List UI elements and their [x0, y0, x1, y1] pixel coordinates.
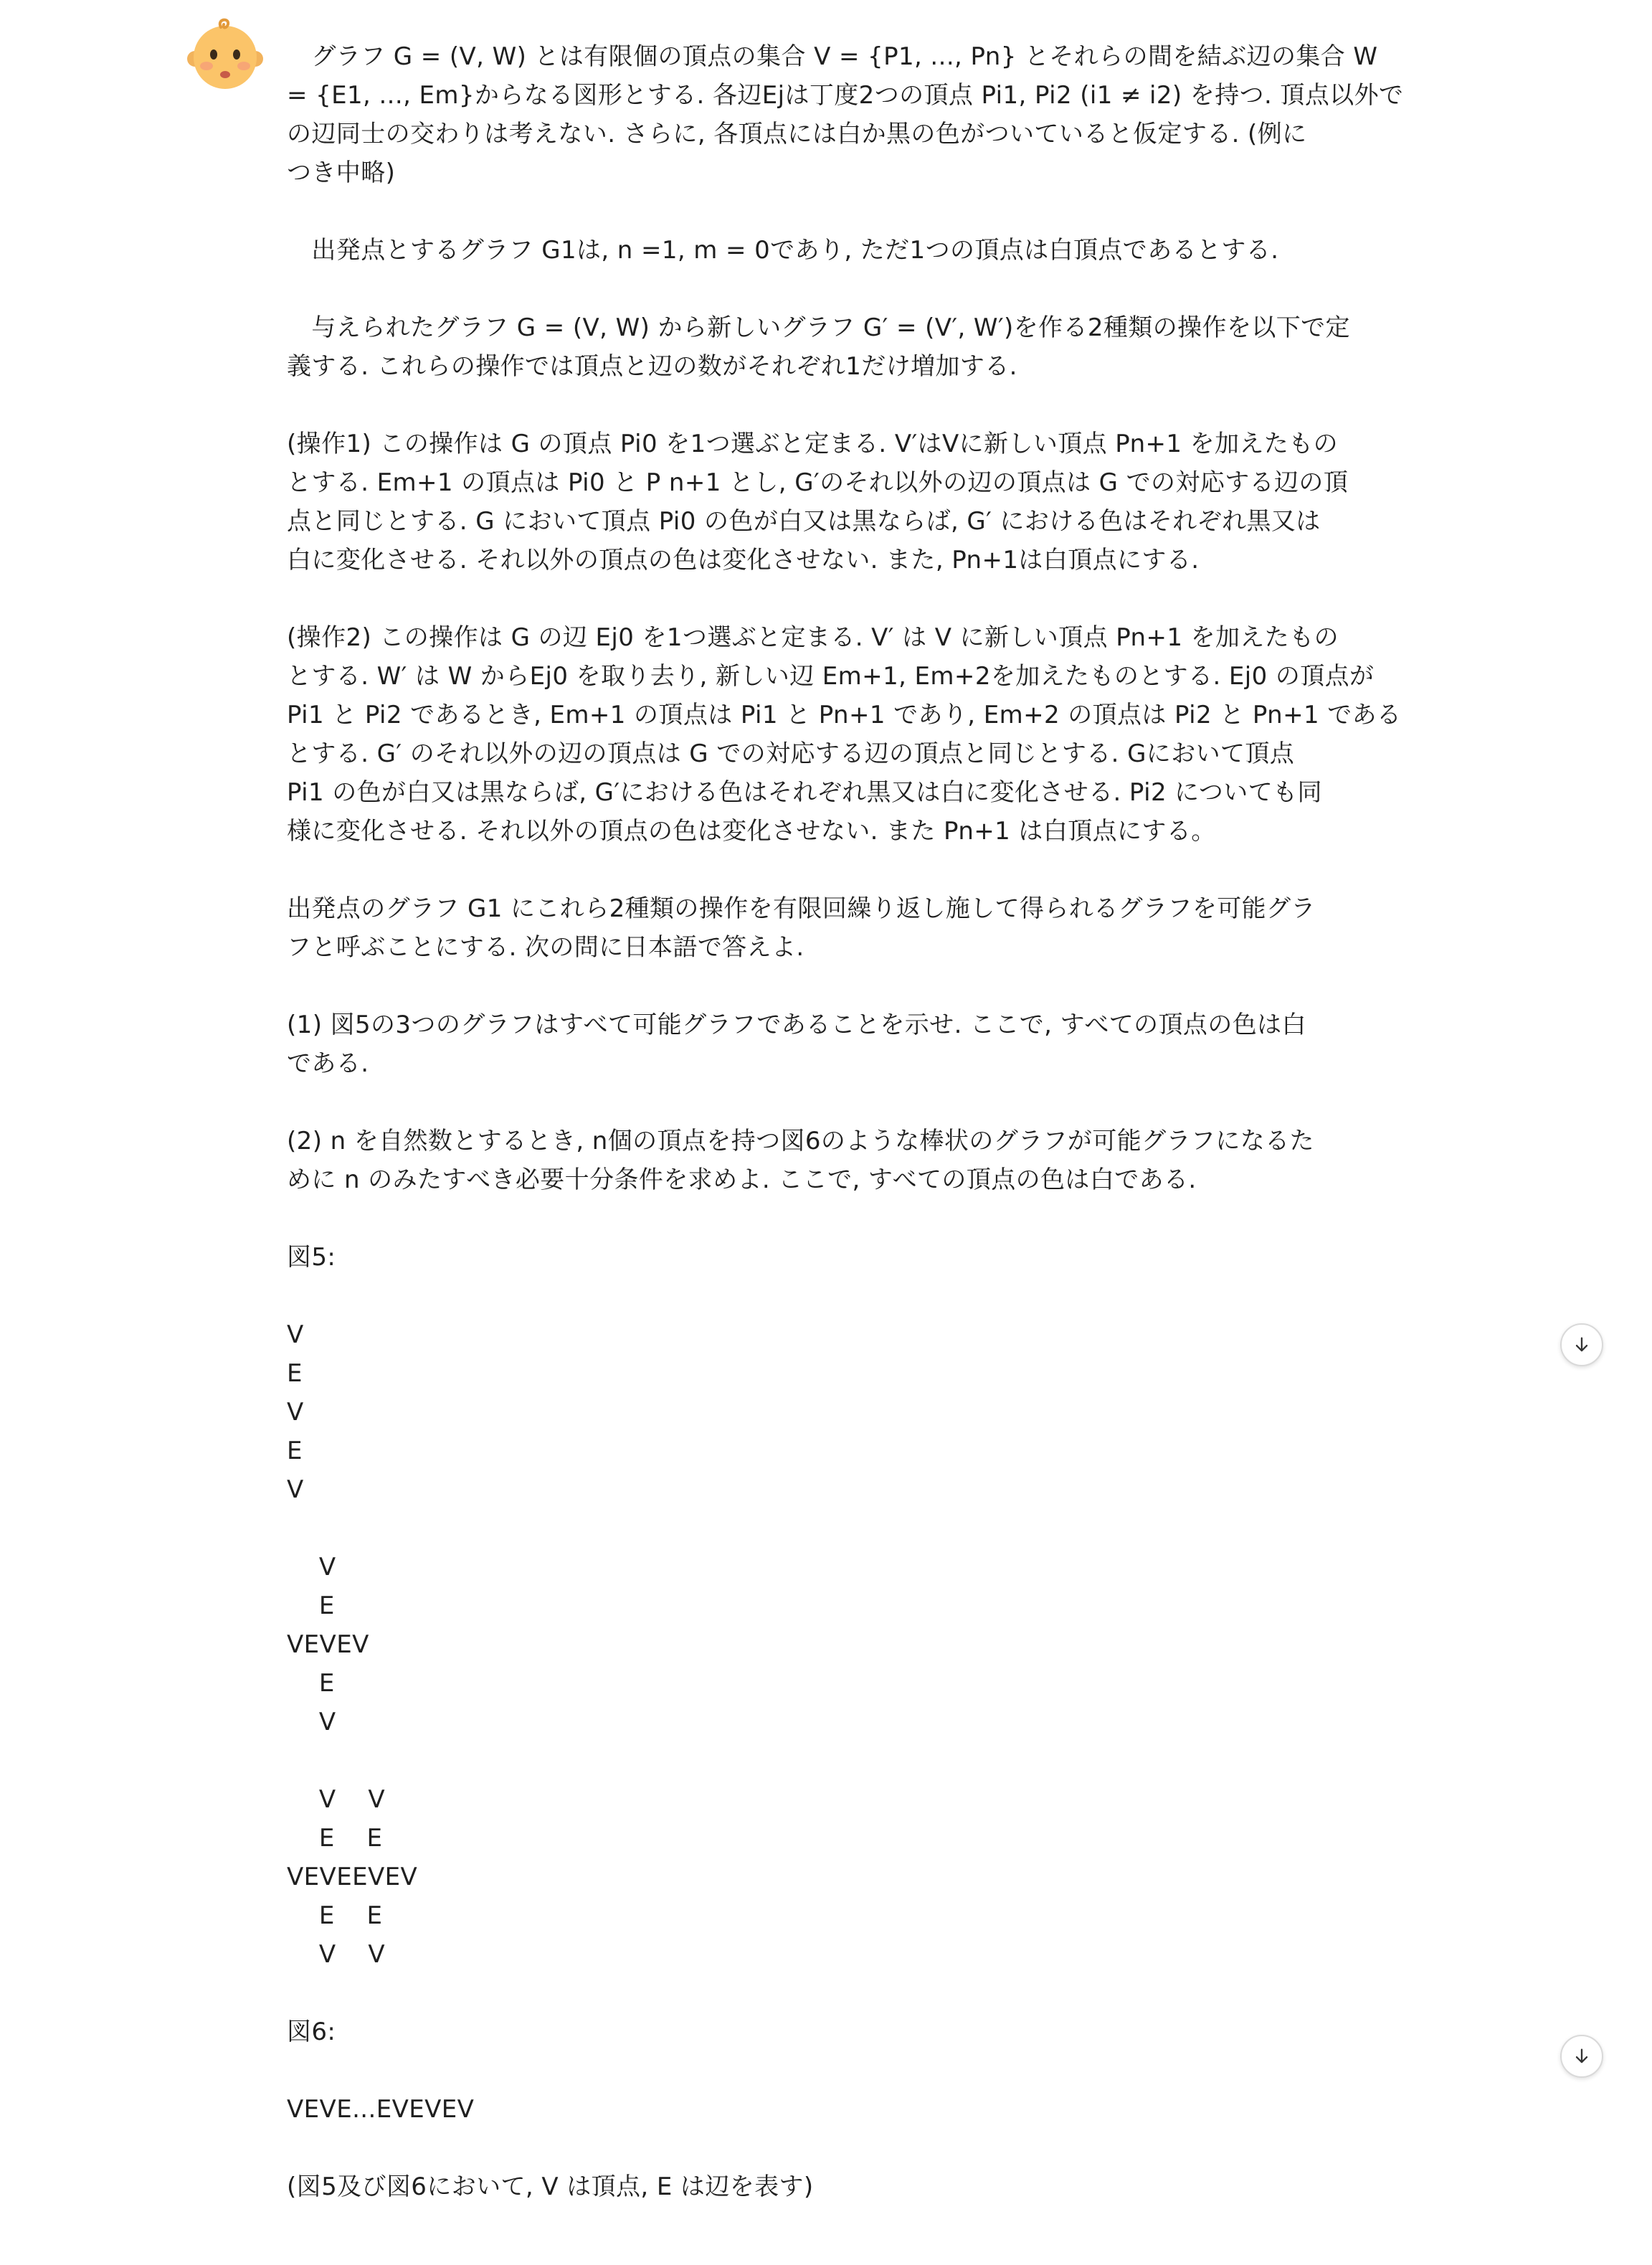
message-line: Pi1 と Pi2 であるとき, Em+1 の頂点は Pi1 と Pn+1 であり, Em+2 の頂点は Pi2 と Pn+1 である: [287, 701, 1402, 729]
message-line: (2) n を自然数とするとき, n個の頂点を持つ図6のような棒状のグラフが可能グラフになるた: [287, 1127, 1314, 1155]
message-line: 義する. これらの操作では頂点と辺の数がそれぞれ1だけ増加する.: [287, 352, 1017, 381]
blank-line: [287, 851, 1362, 889]
message-line: VEVEV: [287, 1630, 369, 1659]
message-line: VEVEEVEV: [287, 1863, 418, 1891]
blank-line: [287, 1974, 1362, 2013]
message-line: 出発点のグラフ G1 にこれら2種類の操作を有限回繰り返し施して得られるグラフを可能グラ: [287, 894, 1316, 923]
message-line: V V: [287, 1785, 385, 1814]
arrow-down-icon: [1572, 2046, 1592, 2066]
message-line: 図5:: [287, 1243, 336, 1272]
message-line: V: [287, 1708, 336, 1736]
blank-line: [287, 2051, 1362, 2090]
message-line: 点と同じとする. G において頂点 Pi0 の色が白又は黒ならば, G′ における色はそれぞれ黒又は: [287, 507, 1321, 536]
message-line: つき中略): [287, 159, 396, 187]
blank-line: [287, 1277, 1362, 1315]
message-line: E: [287, 1359, 303, 1388]
message-body: [287, 37, 1404, 2206]
baby-face-icon: [185, 14, 265, 95]
scroll-down-button[interactable]: [1560, 2035, 1603, 2078]
message-line: とする. G′ のそれ以外の辺の頂点は G での対応する辺の頂点と同じとする. Gにおいて頂点: [287, 739, 1295, 768]
message-line: (図5及び図6において, V は頂点, E は辺を表す): [287, 2172, 814, 2201]
blank-line: [287, 2129, 1362, 2167]
message-line: 様に変化させる. それ以外の頂点の色は変化させない. また Pn+1 は白頂点にする。: [287, 817, 1216, 846]
message-line: の辺同士の交わりは考えない. さらに, 各頂点には白か黒の色がついていると仮定する. (例に: [287, 120, 1307, 148]
message-line: 図6:: [287, 2018, 336, 2046]
arrow-down-icon: [1572, 1335, 1592, 1355]
message-line: V V: [287, 1940, 385, 1969]
message-line: V: [287, 1398, 304, 1427]
message-line: 与えられたグラフ G = (V, W) から新しいグラフ G′ = (V′, W′)を作る2種類の操作を以下で定: [287, 313, 1350, 342]
blank-line: [287, 1509, 1362, 1548]
message-line: VEVE...EVEVEV: [287, 2095, 475, 2124]
blank-line: [287, 386, 1362, 425]
message-line: E: [287, 1592, 335, 1620]
message-line: V: [287, 1320, 304, 1349]
message-line: V: [287, 1475, 304, 1504]
blank-line: [287, 1741, 1362, 1780]
user-avatar: [185, 14, 265, 95]
message-line: とする. Em+1 の頂点は Pi0 と P n+1 とし, G′のそれ以外の辺の頂点は G での対応する辺の頂: [287, 468, 1349, 497]
blank-line: [287, 967, 1362, 1006]
message-line: E E: [287, 1824, 383, 1853]
message-line: フと呼ぶことにする. 次の問に日本語で答えよ.: [287, 933, 804, 962]
message-line: めに n のみたすべき必要十分条件を求めよ. ここで, すべての頂点の色は白である.: [287, 1165, 1197, 1194]
blank-line: [287, 1083, 1362, 1122]
message-line: 白に変化させる. それ以外の頂点の色は変化させない. また, Pn+1は白頂点にする.: [287, 546, 1200, 574]
message-line: (1) 図5の3つのグラフはすべて可能グラフであることを示せ. ここで, すべての頂点の色は白: [287, 1011, 1306, 1039]
message-line: 出発点とするグラフ G1は, n =1, m = 0であり, ただ1つの頂点は白頂点であるとする.: [287, 236, 1279, 265]
message-line: E: [287, 1437, 303, 1465]
blank-line: [287, 580, 1362, 618]
blank-line: [287, 270, 1362, 308]
message-line: (操作2) この操作は G の辺 Ej0 を1つ選ぶと定まる. V′ は V に新しい頂点 Pn+1 を加えたもの: [287, 623, 1339, 652]
blank-line: [287, 1199, 1362, 1238]
message-line: V: [287, 1553, 336, 1581]
blank-line: [287, 192, 1362, 231]
message-line: = {E1, ..., Em}からなる図形とする. 各辺Ejは丁度2つの頂点 Pi1, Pi2 (i1 ≠ i2) を持つ. 頂点以外で: [287, 81, 1404, 110]
message-line: グラフ G = (V, W) とは有限個の頂点の集合 V = {P1, ..., Pn} とそれらの間を結ぶ辺の集合 W: [287, 42, 1378, 71]
message-line: とする. W′ は W からEj0 を取り去り, 新しい辺 Em+1, Em+2を加えたものとする. Ej0 の頂点が: [287, 662, 1375, 691]
message-line: である.: [287, 1049, 369, 1078]
message-line: (操作1) この操作は G の頂点 Pi0 を1つ選ぶと定まる. V′はVに新しい頂点 Pn+1 を加えたもの: [287, 430, 1339, 458]
message-line: Pi1 の色が白又は黒ならば, G′における色はそれぞれ黒又は白に変化させる. Pi2 についても同: [287, 778, 1322, 807]
scroll-down-button[interactable]: [1560, 1323, 1603, 1366]
message-line: E: [287, 1669, 335, 1698]
message-line: E E: [287, 1901, 383, 1930]
